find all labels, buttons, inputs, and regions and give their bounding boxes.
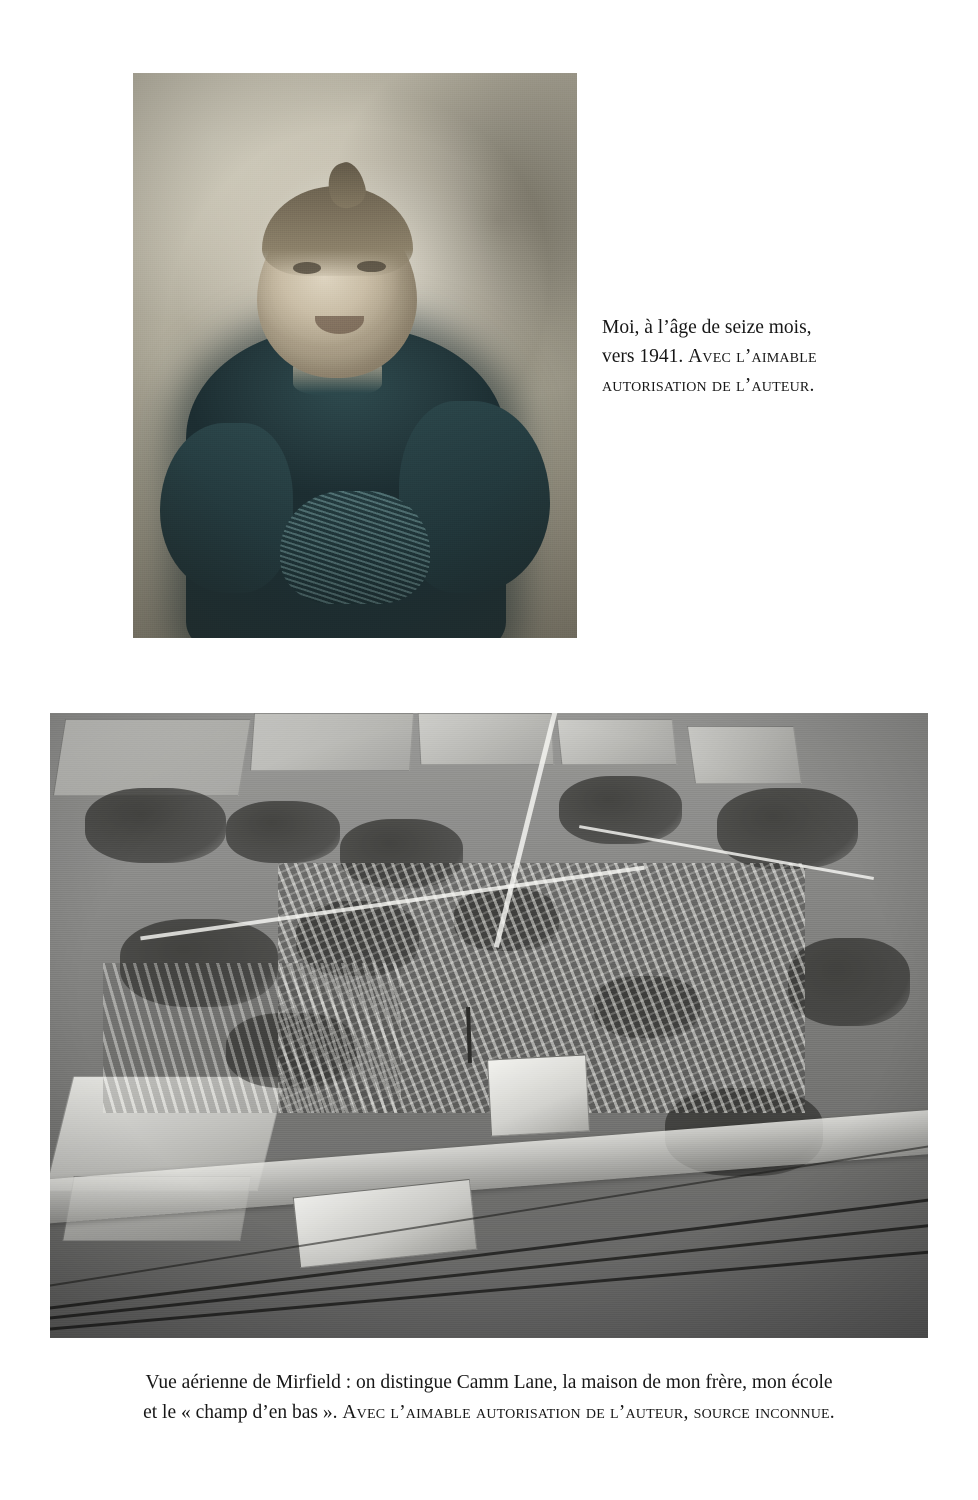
aerial-caption-line2-normal: et le « champ d’en bas ».: [143, 1402, 343, 1423]
portrait-caption: [602, 313, 902, 400]
aerial-caption: [50, 1368, 928, 1428]
aerial-caption-line1: Vue aérienne de Mirfield : on distingue Camm Lane, la maison de mon frère, mon école: [145, 1372, 833, 1393]
portrait-caption-line1: Moi, à l’âge de seize mois,: [602, 317, 812, 338]
aerial-photo: [50, 713, 928, 1338]
portrait-figure-block: [0, 0, 978, 700]
portrait-caption-line2-normal: vers 1941.: [602, 346, 689, 367]
aerial-photo-vignette: [50, 713, 928, 1338]
aerial-caption-line2-smallcaps: Avec l’aimable autorisation de l’auteur, source inconnue.: [342, 1402, 835, 1423]
portrait-caption-line2-smallcaps: Avec l’aimable: [688, 346, 817, 367]
portrait-caption-line3-smallcaps: autorisation de l’auteur.: [602, 375, 815, 396]
portrait-photo-vignette: [133, 73, 577, 638]
portrait-photo: [133, 73, 577, 638]
